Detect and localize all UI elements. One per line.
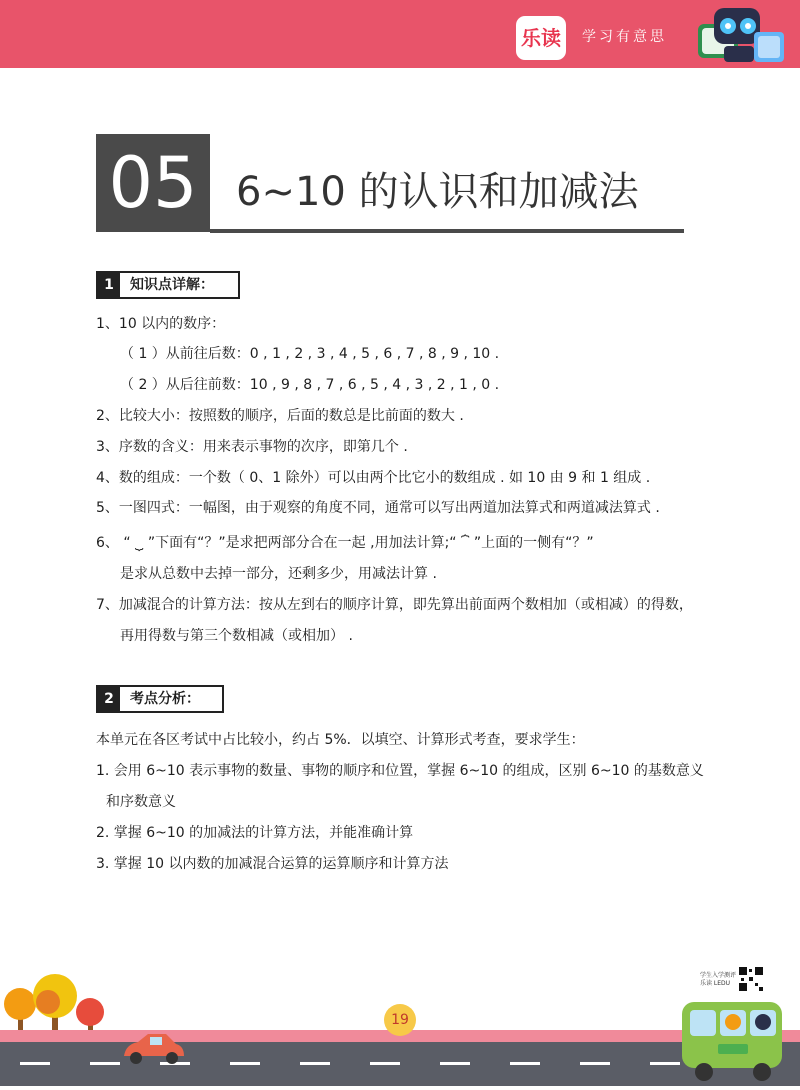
section-title: 知识点详解：: [130, 277, 214, 293]
qr-caption: 学生入学测评 乐读 LEDU: [700, 972, 737, 987]
chapter-title: 6~10 的认识和加减法: [236, 169, 639, 215]
section-number: 1: [98, 273, 120, 297]
list-item: 2、比较大小：按照数的顺序，后面的数总是比前面的数大 .: [96, 408, 464, 424]
section-title: 考点分析：: [130, 691, 200, 707]
list-item: 7、加减混合的计算方法：按从左到右的顺序计算，即先算出前面两个数相加（或相减）的得数，: [96, 597, 693, 613]
list-item: 1、10 以内的数序：: [96, 316, 226, 332]
robot-mascot-icon: [694, 6, 790, 68]
list-item: （ 2 ）从后往前数：10 , 9 , 8 , 7 , 6 , 5 , 4 , 3 , 2 , 1 , 0 .: [120, 377, 500, 393]
paragraph: 本单元在各区考试中占比较小，约占 5%．以填空、计算形式考查，要求学生：: [96, 732, 585, 748]
header-bar: [0, 0, 800, 68]
list-item: 1. 会用 6~10 表示事物的数量、事物的顺序和位置，掌握 6~10 的组成，区别 6~10 的基数意义: [96, 763, 704, 779]
list-item: 2. 掌握 6~10 的加减法的计算方法，并能准确计算: [96, 825, 414, 841]
list-item: 3. 掌握 10 以内数的加减混合运算的运算顺序和计算方法: [96, 856, 449, 872]
list-item: 是求从总数中去掉一部分，还剩多少，用减法计算 .: [120, 566, 437, 582]
list-item: 5、一图四式：一幅图，由于观察的角度不同，通常可以写出两道加法算式和两道减法算式 .: [96, 500, 660, 516]
brand-slogan: 学习有意思: [582, 29, 667, 45]
qr-code-icon: [738, 966, 764, 992]
list-item: 和序数意义: [106, 794, 176, 810]
list-item: 6、 “ ⏟ ”下面有“？”是求把两部分合在一起 ,用加法计算;“ ⏞ ”上面的一侧有“？”: [96, 535, 594, 551]
list-item: 3、序数的含义：用来表示事物的次序，即第几个 .: [96, 439, 408, 455]
page-number: 19: [384, 1004, 416, 1036]
bus-icon: [678, 994, 788, 1084]
section-heading-analysis: [96, 685, 224, 713]
car-icon: [118, 1030, 188, 1070]
list-item: （ 1 ）从前往后数：0 , 1 , 2 , 3 , 4 , 5 , 6 , 7 , 8 , 9 , 10 .: [120, 346, 500, 362]
section-number: 2: [98, 687, 120, 711]
section-heading-knowledge: [96, 271, 240, 299]
brand-logo: 乐读: [516, 16, 566, 60]
chapter-number: 05: [96, 134, 210, 232]
list-item: 再用得数与第三个数相减（或相加） .: [120, 628, 353, 644]
list-item: 4、数的组成：一个数（ 0、1 除外）可以由两个比它小的数组成 . 如 10 由 9 和 1 组成 .: [96, 470, 651, 486]
chapter-underline: [210, 229, 684, 233]
